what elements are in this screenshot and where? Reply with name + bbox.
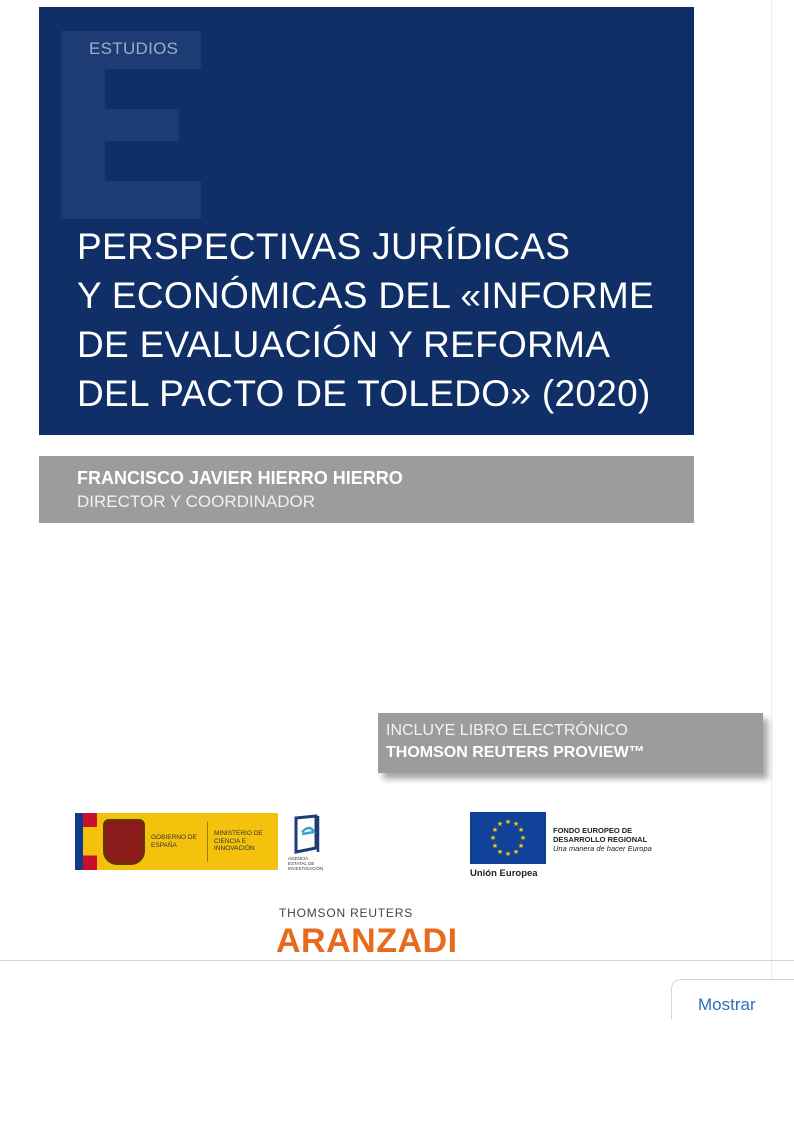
svg-text:★: ★ xyxy=(517,826,525,834)
svg-text:★: ★ xyxy=(517,842,525,850)
ebook-label: INCLUYE LIBRO ELECTRÓNICO xyxy=(386,722,628,739)
title-line: DEL PACTO DE TOLEDO» (2020) xyxy=(77,373,651,414)
publisher-logo: ARANZADI xyxy=(276,922,458,960)
title-line: PERSPECTIVAS JURÍDICAS xyxy=(77,226,571,267)
svg-text:★: ★ xyxy=(504,850,512,858)
author-role: DIRECTOR Y COORDINADOR xyxy=(77,492,316,511)
eu-flag-icon xyxy=(470,812,546,864)
coat-of-arms-icon xyxy=(103,819,145,865)
logo-divider xyxy=(207,822,208,862)
eu-stars-icon xyxy=(470,812,546,864)
feder-line: DESARROLLO REGIONAL xyxy=(553,835,648,844)
section-divider xyxy=(0,960,794,961)
author-band xyxy=(39,456,694,523)
svg-text:★: ★ xyxy=(491,842,499,850)
publisher-brand: THOMSON REUTERS xyxy=(279,906,414,920)
svg-text:★: ★ xyxy=(489,834,497,842)
series-label: ESTUDIOS xyxy=(89,39,179,58)
ebook-product: THOMSON REUTERS PROVIEW™ xyxy=(386,744,645,761)
svg-text:★: ★ xyxy=(512,820,520,828)
aei-text: AGENCIA ESTATAL DE INVESTIGACIÓN xyxy=(288,856,324,871)
eu-caption: Unión Europea xyxy=(470,868,538,879)
title-line: DE EVALUACIÓN Y REFORMA xyxy=(77,324,611,365)
series-letter-e-graphic xyxy=(61,31,201,219)
svg-text:★: ★ xyxy=(496,820,504,828)
svg-text:★: ★ xyxy=(512,848,520,856)
cover-header-panel xyxy=(39,7,694,435)
svg-text:★: ★ xyxy=(491,826,499,834)
ministry-text: MINISTERIO DE CIENCIA E INNOVACIÓN xyxy=(214,830,263,853)
government-spain-logo xyxy=(75,813,278,870)
page-edge-line xyxy=(771,0,772,1010)
book-title xyxy=(77,222,687,418)
feder-logo-text xyxy=(553,826,652,853)
ebook-badge xyxy=(378,713,763,773)
author-name: FRANCISCO JAVIER HIERRO HIERRO xyxy=(77,468,403,488)
spain-flag-icon xyxy=(83,813,97,870)
svg-text:★: ★ xyxy=(519,834,527,842)
aei-emblem-icon xyxy=(286,812,330,856)
svg-text:★: ★ xyxy=(496,848,504,856)
svg-text:★: ★ xyxy=(504,818,512,826)
gov-text: GOBIERNO DE ESPAÑA xyxy=(151,834,197,849)
feder-slogan: Una manera de hacer Europa xyxy=(553,844,652,853)
feder-line: FONDO EUROPEO DE xyxy=(553,826,633,835)
aei-logo xyxy=(286,812,330,870)
eu-strip-icon xyxy=(75,813,83,870)
title-line: Y ECONÓMICAS DEL «INFORME xyxy=(77,275,654,316)
show-more-button[interactable]: Mostrar xyxy=(671,979,794,1019)
